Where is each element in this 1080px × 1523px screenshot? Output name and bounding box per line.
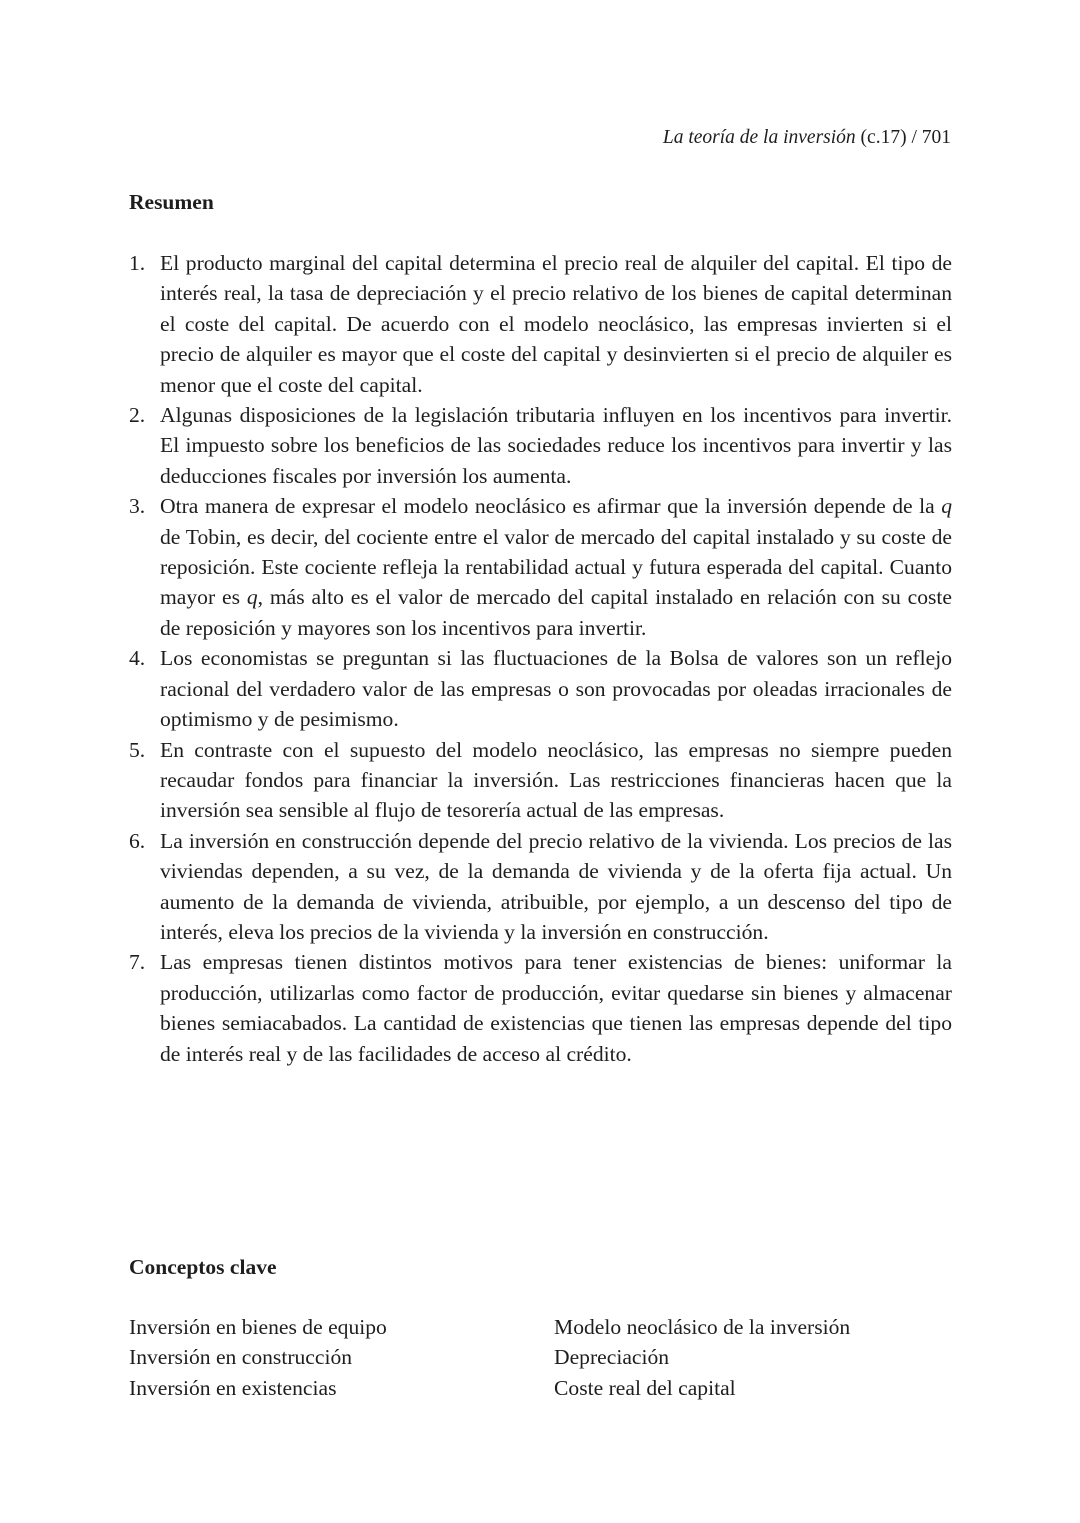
key-concept: Modelo neoclásico de la inversión xyxy=(554,1315,851,1339)
running-header xyxy=(663,124,951,152)
item-text-part: de Tobin, es decir, del cociente entre el valor de mercado del capital instalado y su coste de reposición. Este cociente refleja la rentabilidad actual y futura esperada del capital. Cuanto mayor es xyxy=(160,524,952,610)
tobin-q-variable: q xyxy=(941,494,952,519)
item-text-part: , más alto es el valor de mercado del capital instalado en relación con su coste de reposición y mayores son los incentivos para invertir. xyxy=(160,585,953,640)
key-concept: Inversión en bienes de equipo xyxy=(129,1315,387,1339)
key-concepts xyxy=(129,1312,952,1404)
item-number: 3. xyxy=(129,494,146,519)
item-number: 2. xyxy=(129,403,146,428)
key-concept: Depreciación xyxy=(554,1345,670,1370)
tobin-q-variable: q xyxy=(246,585,258,610)
item-text: En contraste con el supuesto del modelo neoclásico, las empresas no siempre pueden recaudar fondos para financiar la inversión. Las restricciones financieras hacen que la inversión sea sensible al flujo de tesorería actual de las empresas. xyxy=(160,737,952,823)
chapter-title: La teoría de la inversión xyxy=(662,127,856,148)
summary-item-6 xyxy=(129,826,952,948)
item-text-part: Otra manera de expresar el modelo neoclásico es afirmar que la inversión depende de la xyxy=(160,494,942,519)
item-text: Algunas disposiciones de la legislación tributaria influyen en los incentivos para invertir. El impuesto sobre los beneficios de las sociedades reduce los incentivos para invertir y las deducciones fiscales por inversión los aumenta. xyxy=(160,403,952,488)
summary-item-2 xyxy=(129,400,952,491)
item-text xyxy=(160,491,952,643)
key-concepts-right-column xyxy=(554,1312,850,1403)
item-number: 1. xyxy=(129,251,146,275)
item-text: El producto marginal del capital determina el precio real de alquiler del capital. El tipo de interés real, la tasa de depreciación y el precio relativo de los bienes de capital determinan el coste del capital. De acuerdo con el modelo neoclásico, las empresas invierten si el precio de alquiler es mayor que el coste del capital y desinvierten si el precio de alquiler es menor que el coste del capital. xyxy=(160,251,952,397)
item-text: La inversión en construcción depende del precio relativo de la vivienda. Los precios de las viviendas dependen, a su vez, de la demanda de vivienda y de la oferta fija actual. Un aumento de la demanda de vivienda, atribuible, por ejemplo, a un descenso del tipo de interés, eleva los precios de la vivienda y la inversión en construcción. xyxy=(160,828,952,944)
summary-list xyxy=(129,248,952,1069)
chapter-number: (c.17) xyxy=(860,127,907,148)
key-concepts-heading: Conceptos clave xyxy=(129,1255,277,1279)
key-concept: Inversión en construcción xyxy=(129,1345,353,1370)
header-separator: / xyxy=(911,127,917,148)
item-number: 5. xyxy=(129,737,146,762)
item-number: 4. xyxy=(129,646,146,671)
key-concept: Inversión en existencias xyxy=(129,1375,337,1400)
summary-item-4 xyxy=(129,643,952,734)
summary-item-7 xyxy=(129,947,952,1069)
item-number: 6. xyxy=(129,828,146,853)
item-text: Las empresas tienen distintos motivos para tener existencias de bienes: uniformar la producción, utilizarlas como factor de producción, evitar quedarse sin bienes y almacenar bienes semiacabados. La cantidad de existencias que tienen las empresas depende del tipo de interés real y de las facilidades de acceso al crédito. xyxy=(160,950,952,1066)
key-concept: Coste real del capital xyxy=(554,1375,736,1400)
summary-item-1 xyxy=(129,248,952,400)
page-number: 701 xyxy=(921,127,951,148)
summary-item-5 xyxy=(129,735,952,826)
summary-heading: Resumen xyxy=(129,190,214,214)
key-concepts-left-column xyxy=(129,1312,387,1403)
summary-item-3 xyxy=(129,491,952,643)
item-number: 7. xyxy=(129,950,146,975)
item-text: Los economistas se preguntan si las fluctuaciones de la Bolsa de valores son un reflejo racional del verdadero valor de las empresas o son provocadas por oleadas irracionales de optimismo y de pesimismo. xyxy=(160,646,952,732)
